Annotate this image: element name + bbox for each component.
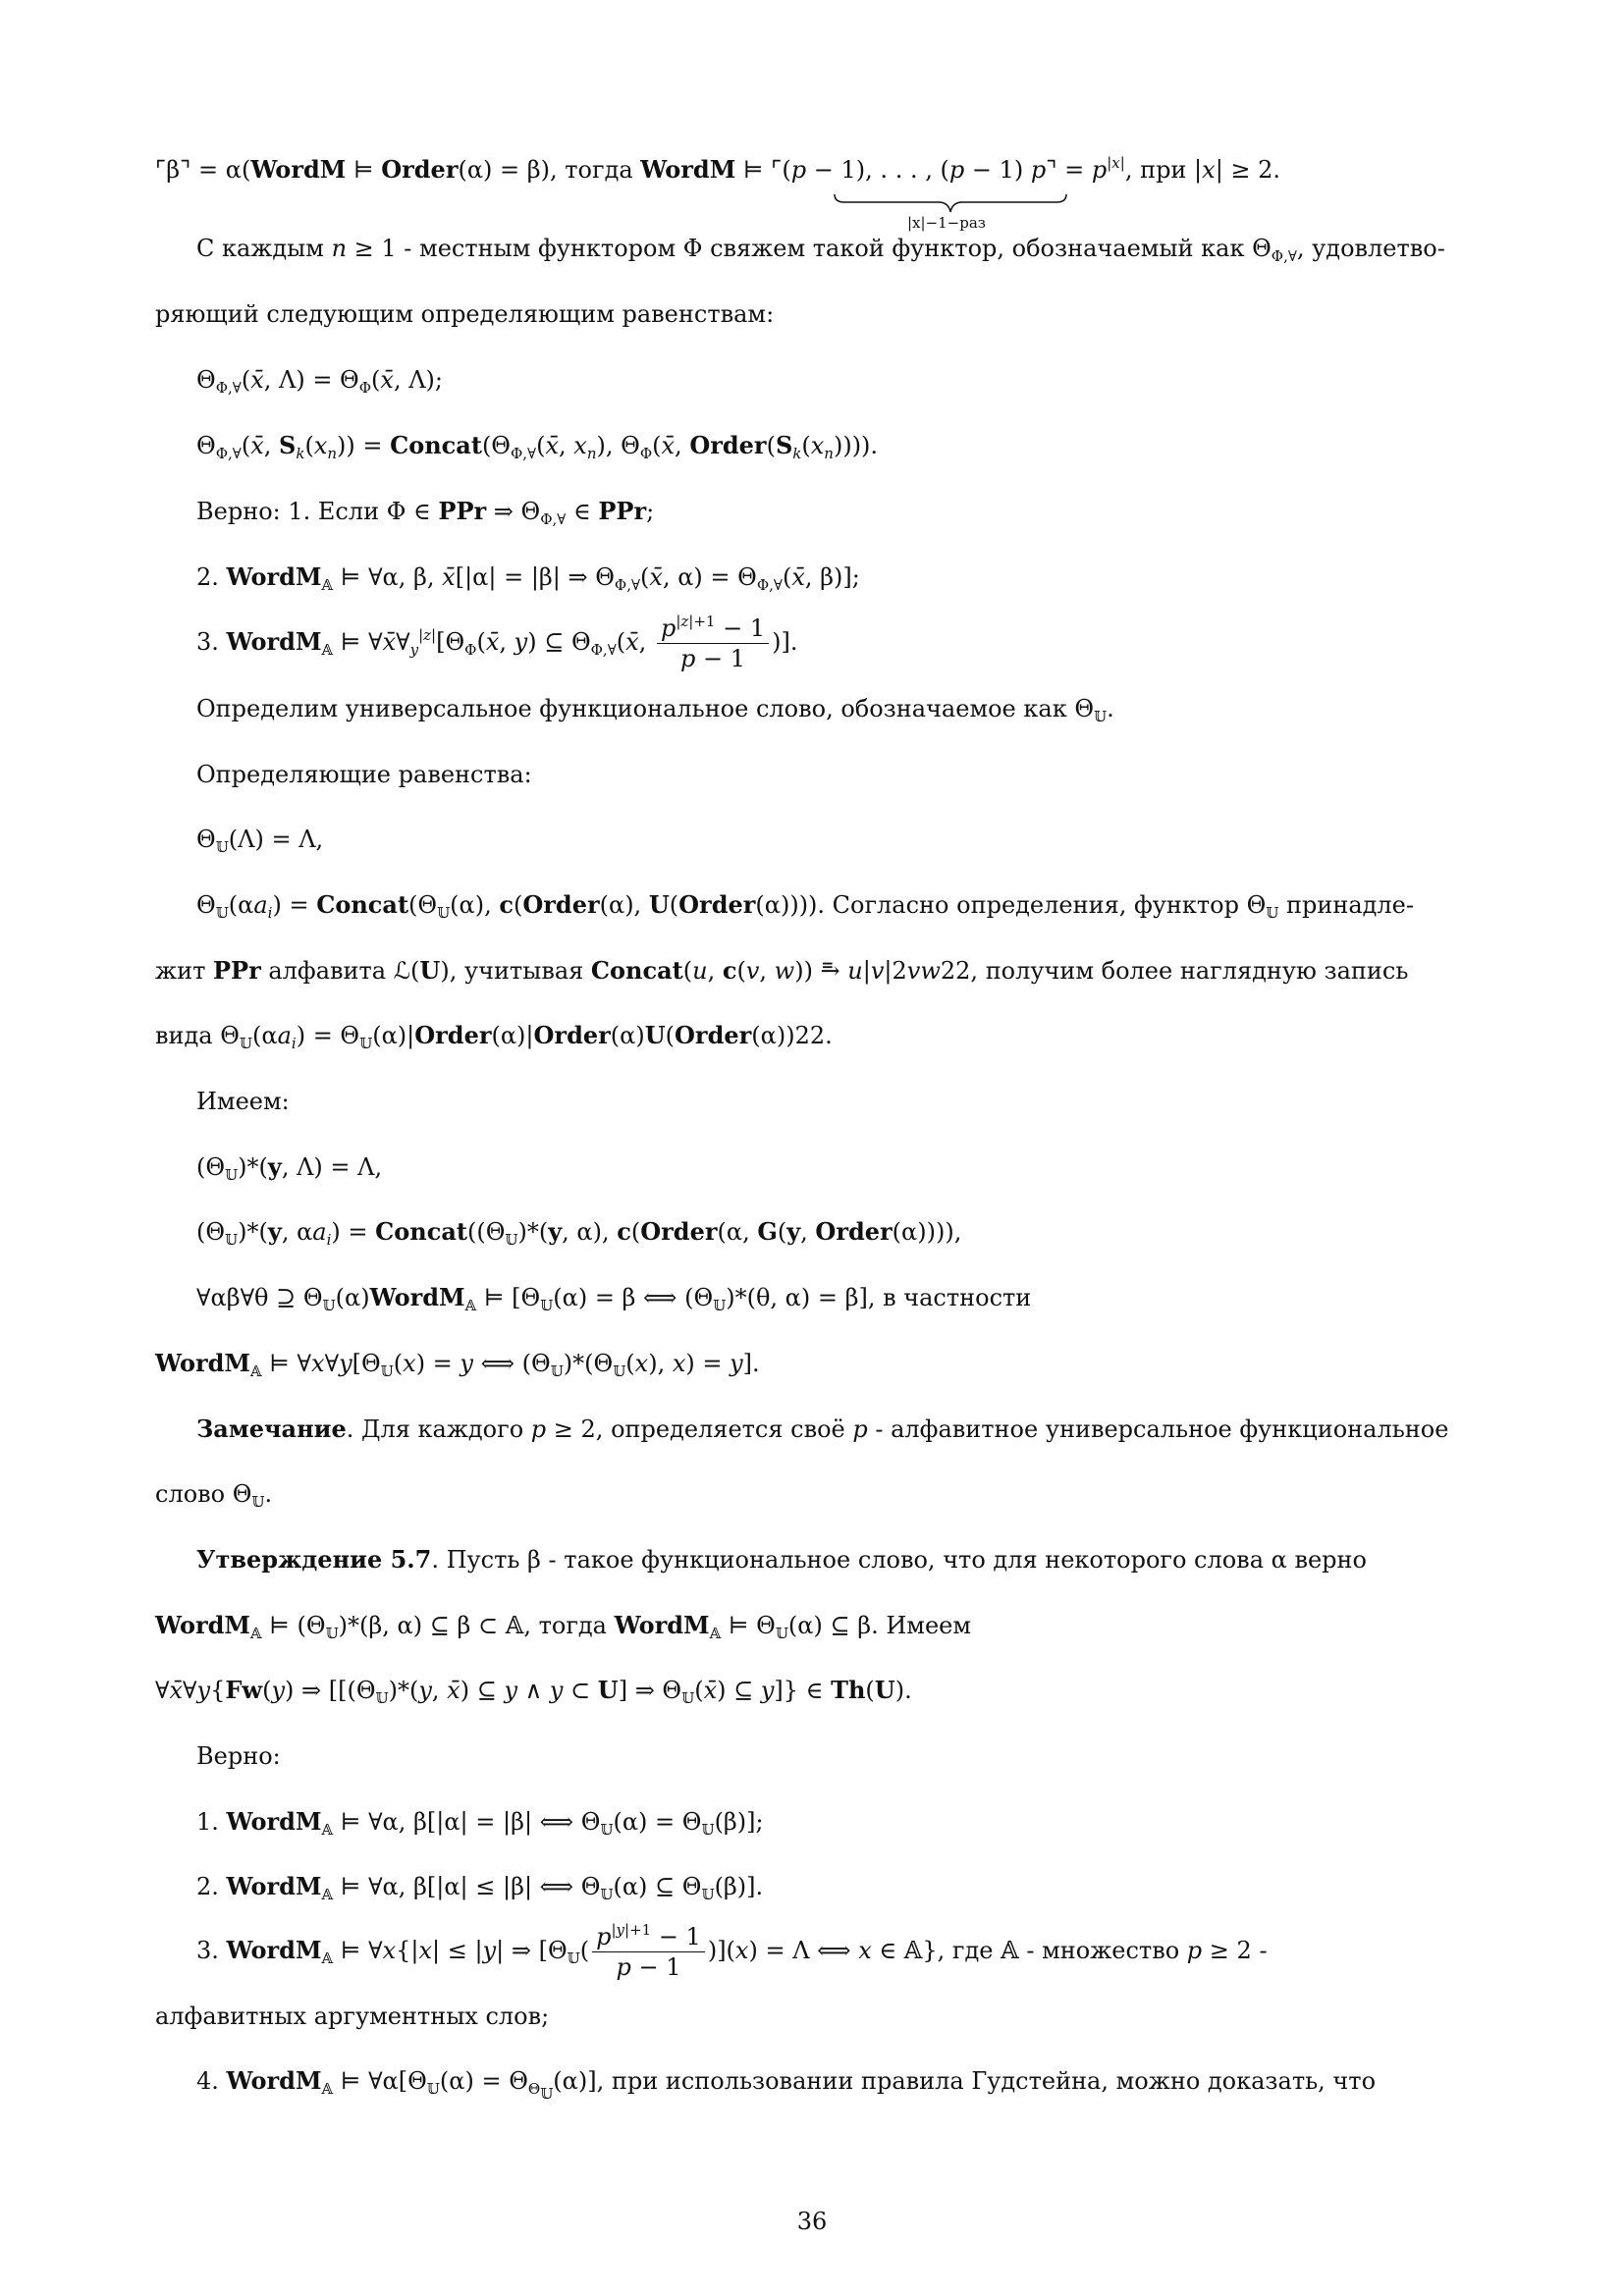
fraction: $\frac{p^{|z|+1} - 1}{p - 1}$ xyxy=(657,614,769,673)
formula-line-11: $\Theta_𝕌(\Lambda) = \Lambda$, xyxy=(196,826,324,856)
text-line-21: слово $\Theta_𝕌$. xyxy=(155,1480,273,1511)
text-line-15: Имеем: xyxy=(196,1088,290,1115)
fraction: $\frac{p^{|y|+1} - 1}{p - 1}$ xyxy=(592,1922,705,1982)
text-line-13: жит PPr алфавита ℒ(U), учитывая Concat(u, c(v, w)) ⥱ u|v|2vw22, получим более наглядную запись xyxy=(155,956,1409,985)
text-line-27: 2. WordM$_𝔸$ ⊨ ∀α, β[|α| ≤ |β| ⟺ $\Theta_𝕌(\alpha)$ ⊆ $\Theta_𝕌(\beta)$]. xyxy=(196,1872,764,1903)
underbrace xyxy=(833,192,1068,214)
text-line-3: ряющий следующим определяющим равенствам: xyxy=(155,300,775,328)
text-line-14: вида $\Theta_𝕌(\alpha a_i)$ = $\Theta_𝕌(\alpha)|Order(\alpha)|Order(\alpha)U(Order(\alpha))22$. xyxy=(155,1021,833,1052)
text-line-1: ⌜β⌝ = α(WordM ⊨ Order(α) = β), тогда WordM ⊨ ⌜(p − 1), . . . , (p − 1) p⌝ = $p^{|x|}$, при |x| ≥ 2. xyxy=(155,154,1281,184)
statement-line-22: Утверждение 5.7. Пусть β - такое функциональное слово, что для некоторого слова α верно xyxy=(196,1545,1367,1574)
text-line-23: WordM$_𝔸$ ⊨ $(\Theta_𝕌)*(\beta$, α) ⊆ β ⊂ 𝔸, тогда WordM$_𝔸$ ⊨ $\Theta_𝕌(\alpha)$ ⊆ β. Имеем xyxy=(155,1611,972,1642)
text-line-12: $\Theta_𝕌(\alpha a_i)$ = $Concat(\Theta_𝕌(\alpha)$, c(Order(α), U(Order(α)))). Согласно определения, функтор $\Theta_𝕌$ принадле- xyxy=(196,890,1414,922)
text-line-29: алфавитных аргументных слов; xyxy=(155,2002,550,2030)
text-line-24: ∀x̄∀y{Fw(y) ⇒ [[$(\Theta_𝕌)*(y$, x̄) ⊆ y ∧ y ⊂ U] ⇒ $\Theta_𝕌(x̄)$ ⊆ y]} ∈ Th(U). xyxy=(155,1676,912,1707)
text-line-19: WordM$_𝔸$ ⊨ $\forall x\forall y[\Theta_𝕌(x) = y$ ⟺ $(\Theta_𝕌)*(\Theta_𝕌(x)$, x) = y]. xyxy=(155,1349,760,1380)
text-line-18: ∀αβ∀θ ⊇ $\Theta_𝕌(\alpha)WordM_𝔸$ ⊨ [$\Theta_𝕌(\alpha) = \beta$ ⟺ $(\Theta_𝕌)*(\theta$, α) = β], в частности xyxy=(196,1283,1032,1314)
text-line-26: 1. WordM$_𝔸$ ⊨ ∀α, β[|α| = |β| ⟺ $\Theta_𝕌(\alpha) = \Theta_𝕌(\beta)$]; xyxy=(196,1807,764,1839)
text-line-7: 2. WordM$_𝔸$ ⊨ ∀α, β, x̄[|α| = |β| ⇒ $\Theta_{\Phi,\forall}(x̄$, $\alpha) = \Theta_{\Phi,\forall}(x̄$, β)]; xyxy=(196,562,860,594)
text-line-9: Определим универсальное функциональное слово, обозначаемое как $\Theta_𝕌$. xyxy=(196,695,1114,725)
formula-line-4: $\Theta_{\Phi,\forall}(x̄$, $\Lambda) = \Theta_\Phi(x̄$, Λ); xyxy=(196,366,444,397)
text-line-30: 4. WordM$_𝔸$ ⊨ $\forall\alpha[\Theta_𝕌(\alpha) = \Theta_{\Theta_𝕌}(\alpha)]$, при использовании правила Гудстейна, можно доказать, что xyxy=(196,2066,1377,2103)
text-line-2: С каждым n ≥ 1 - местным функтором Φ свяжем такой функтор, обозначаемый как $\Theta_{\Phi,\forall}$, удовлетво- xyxy=(196,235,1445,265)
text-line-28: 3. WordM$_𝔸$ ⊨ ∀x{|x| ≤ |y| ⇒ [$\Theta_𝕌$( $\frac{p^{|y|+1} - 1}{p - 1}$ )](x) = Λ ⟺ x ∈ 𝔸}, где 𝔸 - множество p ≥ 2 - xyxy=(196,1921,1268,1981)
text-line-6: Верно: 1. Если Φ ∈ PPr ⇒ $\Theta_{\Phi,\forall}$ ∈ PPr; xyxy=(196,497,655,528)
text-line-8: 3. WordM$_𝔸$ ⊨ $\forall x̄\forall_y^{|z|}[\Theta_\Phi(x̄$, y) ⊆ $\Theta_{\Phi,\forall}(x̄$, $\frac{p^{|z|+1} - 1}{p - 1}$ )]. xyxy=(196,613,798,672)
text-line-25: Верно: xyxy=(196,1742,281,1770)
text-line-10: Определяющие равенства: xyxy=(196,761,532,788)
underbrace-label: |x|−1−раз xyxy=(907,214,986,232)
formula-line-17: $(\Theta_𝕌)*(y$, $\alpha a_i$) = $Concat((\Theta_𝕌)*(y$, α), c(Order(α, G(y, Order(α)))), xyxy=(196,1217,962,1249)
formula-line-16: $(\Theta_𝕌)*(y$, Λ) = Λ, xyxy=(196,1152,383,1184)
remark-line-20: Замечание. Для каждого p ≥ 2, определяется своё p - алфавитное универсальное функциональное xyxy=(196,1415,1449,1443)
page-number: 36 xyxy=(796,2208,828,2235)
formula-line-5: $\Theta_{\Phi,\forall}(x̄$, $S_k(x_n)$) = $Concat(\Theta_{\Phi,\forall}(x̄$, $x_n$), $\Theta_\Phi(x̄$, $Order(S_k(x_n))$)). xyxy=(196,431,879,462)
